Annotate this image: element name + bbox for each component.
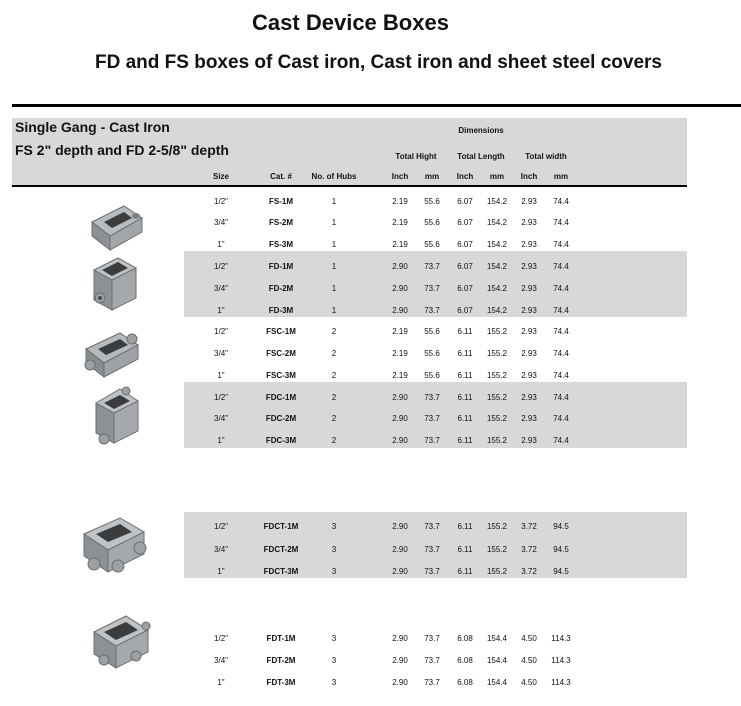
length-inch-cell: 6.11 [457, 522, 473, 531]
height-mm-cell: 73.7 [424, 634, 440, 643]
height-inch-cell: 2.19 [392, 327, 408, 336]
width-mm-cell: 74.4 [553, 327, 569, 336]
cat-cell: FDC-2M [265, 414, 297, 423]
width-inch-cell: 2.93 [521, 436, 537, 445]
height-inch-cell: 2.90 [392, 634, 408, 643]
width-mm-cell: 74.4 [553, 349, 569, 358]
length-mm-cell: 155.2 [486, 349, 508, 358]
hubs-cell: 3 [331, 656, 337, 665]
height-mm-cell: 55.6 [424, 371, 440, 380]
section-title: Single Gang - Cast Iron [15, 119, 170, 135]
size-cell: 1" [217, 567, 225, 576]
width-inch-cell: 2.93 [521, 327, 537, 336]
hubs-cell: 1 [331, 218, 337, 227]
length-inch-cell: 6.07 [457, 240, 473, 249]
cat-cell: FSC-2M [266, 349, 296, 358]
total-height-header: Total Hight [395, 152, 437, 161]
length-mm-cell: 155.2 [486, 436, 508, 445]
header-divider [12, 185, 687, 187]
height-inch-cell: 2.90 [392, 678, 408, 687]
width-mm-cell: 114.3 [551, 656, 571, 665]
width-inch-cell: 2.93 [521, 262, 537, 271]
cat-cell: FSC-3M [266, 371, 296, 380]
length-mm-cell: 154.2 [486, 240, 508, 249]
hubs-header: No. of Hubs [311, 172, 357, 181]
cat-cell: FS-3M [269, 240, 293, 249]
width-inch-cell: 2.93 [521, 371, 537, 380]
length-mm-cell: 155.2 [486, 414, 508, 423]
length-inch-cell: 6.11 [457, 327, 473, 336]
width-inch-cell: 4.50 [521, 634, 537, 643]
cat-cell: FDCT-3M [263, 567, 299, 576]
size-cell: 1/2" [214, 327, 228, 336]
width-inch-cell: 2.93 [521, 349, 537, 358]
height-mm-cell: 73.7 [424, 262, 440, 271]
page-subtitle: FD and FS boxes of Cast iron, Cast iron and sheet steel covers [95, 52, 662, 73]
hubs-cell: 2 [331, 436, 337, 445]
width-mm-cell: 94.5 [553, 545, 569, 554]
section-subtitle: FS 2" depth and FD 2-5/8" depth [15, 142, 229, 158]
width-mm-cell: 114.3 [551, 634, 571, 643]
hubs-cell: 2 [331, 349, 337, 358]
height-mm-cell: 73.7 [424, 545, 440, 554]
width-mm-cell: 74.4 [553, 240, 569, 249]
dimensions-header: Dimensions [458, 126, 504, 135]
height-inch-cell: 2.90 [392, 414, 408, 423]
width-inch-header: Inch [520, 172, 538, 181]
hubs-cell: 3 [331, 567, 337, 576]
height-mm-cell: 73.7 [424, 656, 440, 665]
hubs-cell: 1 [331, 284, 337, 293]
fdct-box-icon [74, 508, 154, 580]
size-cell: 3/4" [214, 218, 228, 227]
size-cell: 1/2" [214, 197, 228, 206]
height-inch-cell: 2.19 [392, 240, 408, 249]
length-mm-cell: 154.2 [486, 262, 508, 271]
size-cell: 1" [217, 240, 225, 249]
width-mm-cell: 74.4 [553, 371, 569, 380]
cat-cell: FDT-2M [266, 656, 296, 665]
length-inch-cell: 6.11 [457, 414, 473, 423]
total-width-header: Total width [525, 152, 567, 161]
size-cell: 1/2" [214, 522, 228, 531]
height-mm-cell: 73.7 [424, 414, 440, 423]
width-mm-cell: 94.5 [553, 522, 569, 531]
fdt-box-icon [86, 608, 156, 678]
cat-cell: FS-1M [269, 197, 293, 206]
width-mm-cell: 74.4 [553, 393, 569, 402]
width-inch-cell: 3.72 [521, 522, 537, 531]
width-mm-cell: 74.4 [553, 414, 569, 423]
cat-cell: FDC-3M [265, 436, 297, 445]
hubs-cell: 1 [331, 262, 337, 271]
total-length-header: Total Length [457, 152, 505, 161]
length-inch-cell: 6.07 [457, 284, 473, 293]
length-mm-cell: 155.2 [486, 327, 508, 336]
length-inch-cell: 6.07 [457, 306, 473, 315]
length-mm-cell: 155.2 [486, 371, 508, 380]
height-mm-cell: 73.7 [424, 436, 440, 445]
length-inch-cell: 6.11 [457, 393, 473, 402]
length-inch-cell: 6.11 [457, 567, 473, 576]
height-mm-cell: 55.6 [424, 240, 440, 249]
length-inch-cell: 6.11 [457, 436, 473, 445]
cat-cell: FD-3M [268, 306, 294, 315]
length-inch-cell: 6.08 [457, 678, 473, 687]
height-mm-cell: 55.6 [424, 327, 440, 336]
width-mm-cell: 74.4 [553, 218, 569, 227]
height-mm-cell: 73.7 [424, 522, 440, 531]
page-title: Cast Device Boxes [252, 10, 449, 35]
top-rule [12, 104, 741, 107]
height-mm-cell: 73.7 [424, 306, 440, 315]
height-inch-cell: 2.19 [392, 218, 408, 227]
hubs-cell: 2 [331, 371, 337, 380]
height-inch-cell: 2.90 [392, 567, 408, 576]
cat-cell: FSC-1M [266, 327, 296, 336]
size-cell: 1" [217, 371, 225, 380]
height-mm-cell: 55.6 [424, 218, 440, 227]
length-inch-cell: 6.08 [457, 656, 473, 665]
width-mm-cell: 94.5 [553, 567, 569, 576]
length-mm-cell: 154.4 [486, 656, 508, 665]
height-inch-cell: 2.19 [392, 349, 408, 358]
height-inch-cell: 2.90 [392, 306, 408, 315]
height-mm-cell: 73.7 [424, 678, 440, 687]
size-cell: 1" [217, 436, 225, 445]
cat-cell: FDCT-1M [263, 522, 299, 531]
hubs-cell: 1 [331, 306, 337, 315]
length-mm-cell: 155.2 [486, 393, 508, 402]
width-inch-cell: 3.72 [521, 567, 537, 576]
fs-box-icon [86, 194, 148, 256]
width-mm-cell: 74.4 [553, 436, 569, 445]
height-inch-cell: 2.90 [392, 522, 408, 531]
hubs-cell: 3 [331, 522, 337, 531]
width-inch-cell: 3.72 [521, 545, 537, 554]
width-inch-cell: 2.93 [521, 197, 537, 206]
hubs-cell: 2 [331, 327, 337, 336]
length-mm-cell: 155.2 [486, 567, 508, 576]
width-mm-cell: 74.4 [553, 197, 569, 206]
width-inch-cell: 2.93 [521, 284, 537, 293]
height-inch-cell: 2.90 [392, 436, 408, 445]
cat-cell: FDCT-2M [263, 545, 299, 554]
length-inch-cell: 6.08 [457, 634, 473, 643]
width-inch-cell: 4.50 [521, 678, 537, 687]
size-cell: 3/4" [214, 284, 228, 293]
width-mm-cell: 114.3 [551, 678, 571, 687]
fsc-box-icon [78, 323, 144, 383]
height-inch-cell: 2.90 [392, 284, 408, 293]
length-mm-cell: 154.2 [486, 218, 508, 227]
width-inch-cell: 2.93 [521, 414, 537, 423]
hubs-cell: 2 [331, 393, 337, 402]
cat-header: Cat. # [270, 172, 292, 181]
width-inch-cell: 2.93 [521, 240, 537, 249]
size-cell: 3/4" [214, 414, 228, 423]
length-inch-cell: 6.11 [457, 349, 473, 358]
width-inch-cell: 2.93 [521, 218, 537, 227]
length-inch-cell: 6.07 [457, 197, 473, 206]
hubs-cell: 3 [331, 678, 337, 687]
size-cell: 1/2" [214, 393, 228, 402]
height-mm-cell: 73.7 [424, 393, 440, 402]
height-inch-cell: 2.90 [392, 393, 408, 402]
hubs-cell: 1 [331, 240, 337, 249]
height-inch-header: Inch [391, 172, 409, 181]
length-inch-cell: 6.11 [457, 371, 473, 380]
size-header: Size [212, 172, 230, 181]
width-inch-cell: 4.50 [521, 656, 537, 665]
fd-box-icon [84, 252, 144, 316]
width-mm-header: mm [553, 172, 569, 181]
size-cell: 3/4" [214, 349, 228, 358]
cat-cell: FD-1M [268, 262, 294, 271]
length-mm-cell: 154.2 [486, 306, 508, 315]
size-cell: 3/4" [214, 545, 228, 554]
width-mm-cell: 74.4 [553, 262, 569, 271]
cat-cell: FS-2M [269, 218, 293, 227]
hubs-cell: 2 [331, 414, 337, 423]
size-cell: 1" [217, 306, 225, 315]
length-mm-cell: 154.4 [486, 634, 508, 643]
height-mm-cell: 73.7 [424, 567, 440, 576]
length-mm-cell: 154.2 [486, 284, 508, 293]
height-mm-cell: 55.6 [424, 197, 440, 206]
length-mm-cell: 154.4 [486, 678, 508, 687]
size-cell: 1/2" [214, 262, 228, 271]
width-inch-cell: 2.93 [521, 393, 537, 402]
cat-cell: FD-2M [268, 284, 294, 293]
fdc-box-icon [88, 383, 146, 453]
length-mm-cell: 154.2 [486, 197, 508, 206]
width-inch-cell: 2.93 [521, 306, 537, 315]
height-inch-cell: 2.90 [392, 545, 408, 554]
length-inch-cell: 6.07 [457, 262, 473, 271]
length-mm-header: mm [489, 172, 505, 181]
height-inch-cell: 2.90 [392, 262, 408, 271]
height-mm-cell: 55.6 [424, 349, 440, 358]
height-mm-cell: 73.7 [424, 284, 440, 293]
length-mm-cell: 155.2 [486, 545, 508, 554]
cat-cell: FDT-1M [266, 634, 296, 643]
hubs-cell: 1 [331, 197, 337, 206]
hubs-cell: 3 [331, 545, 337, 554]
height-mm-header: mm [424, 172, 440, 181]
height-inch-cell: 2.19 [392, 197, 408, 206]
hubs-cell: 3 [331, 634, 337, 643]
length-inch-cell: 6.11 [457, 545, 473, 554]
width-mm-cell: 74.4 [553, 284, 569, 293]
cat-cell: FDC-1M [265, 393, 297, 402]
length-inch-cell: 6.07 [457, 218, 473, 227]
size-cell: 1/2" [214, 634, 228, 643]
cat-cell: FDT-3M [266, 678, 296, 687]
length-mm-cell: 155.2 [486, 522, 508, 531]
length-inch-header: Inch [456, 172, 474, 181]
width-mm-cell: 74.4 [553, 306, 569, 315]
size-cell: 3/4" [214, 656, 228, 665]
size-cell: 1" [217, 678, 225, 687]
height-inch-cell: 2.19 [392, 371, 408, 380]
height-inch-cell: 2.90 [392, 656, 408, 665]
